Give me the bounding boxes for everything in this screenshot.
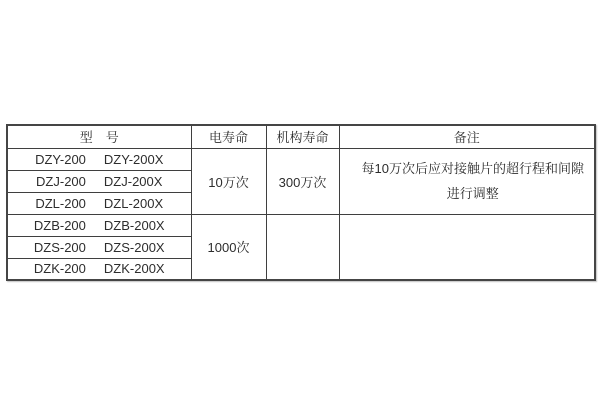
column-header-electrical-life: 电寿命 — [191, 125, 266, 148]
column-header-model: 型 号 — [7, 125, 191, 148]
model-pair — [35, 152, 163, 167]
model-name: DZL-200 — [35, 195, 86, 211]
model-pair — [34, 240, 165, 255]
table-row — [7, 214, 595, 236]
model-name-x: DZB-200X — [103, 217, 165, 233]
column-header-mechanism-life: 机构寿命 — [266, 125, 339, 148]
remark-line: 进行调整 — [446, 186, 499, 201]
remark-line: 每10万次后应对接触片的超行程和间隙 — [361, 161, 584, 176]
model-cell — [7, 192, 191, 214]
model-pair — [36, 174, 162, 189]
mechanism-life-cell — [266, 214, 339, 280]
model-cell — [7, 236, 191, 258]
model-cell — [7, 170, 191, 192]
model-pair — [34, 218, 165, 233]
model-name-x: DZL-200X — [103, 195, 164, 211]
model-name: DZY-200 — [35, 151, 86, 167]
spec-table — [6, 124, 596, 281]
mechanism-life-cell: 300万次 — [266, 148, 339, 214]
model-pair — [35, 196, 163, 211]
table-header-row — [7, 125, 595, 148]
electrical-life-cell: 10万次 — [191, 148, 266, 214]
model-name: DZS-200 — [33, 239, 86, 255]
model-pair — [34, 261, 165, 276]
column-header-remarks: 备注 — [339, 125, 595, 148]
model-name-x: DZK-200X — [103, 261, 165, 277]
remarks-cell — [339, 214, 595, 280]
model-name-x: DZY-200X — [103, 151, 164, 167]
model-name: DZK-200 — [33, 261, 86, 277]
model-cell — [7, 214, 191, 236]
remarks-cell — [339, 148, 595, 214]
table-row — [7, 148, 595, 170]
electrical-life-cell: 1000次 — [191, 214, 266, 280]
model-name-x: DZS-200X — [103, 239, 165, 255]
model-cell — [7, 148, 191, 170]
model-name-x: DZJ-200X — [103, 173, 163, 189]
model-name: DZJ-200 — [36, 173, 86, 189]
model-name: DZB-200 — [33, 217, 86, 233]
model-cell — [7, 258, 191, 280]
